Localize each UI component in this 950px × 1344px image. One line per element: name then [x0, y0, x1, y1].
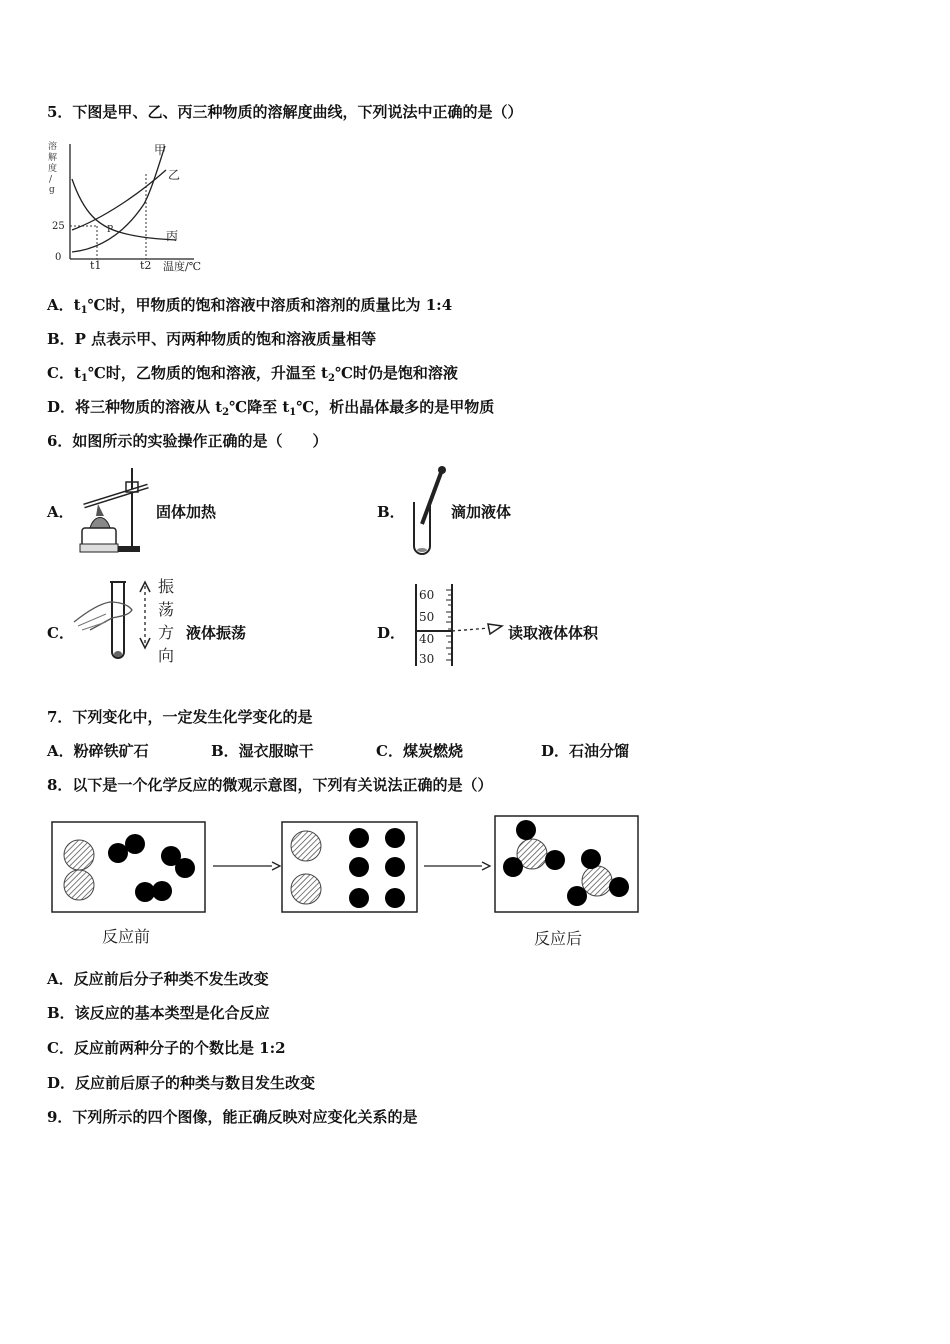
q9-stem: 9．下列所示的四个图像，能正确反映对应变化关系的是 [47, 1108, 418, 1126]
q6-b-text: 滴加液体 [451, 503, 512, 521]
shake-label-4: 向 [158, 646, 175, 665]
solubility-graph [44, 134, 219, 274]
graph-point-p: P [107, 225, 114, 235]
black-atom [125, 834, 145, 854]
black-atom [581, 849, 601, 869]
graph-ylabel-3: 度 [48, 164, 58, 174]
heating-apparatus-illustration [76, 466, 156, 556]
cylinder-tick-60: 60 [419, 588, 435, 602]
cylinder-tick-50: 50 [419, 610, 435, 624]
q6-d-letter: D． [377, 624, 406, 642]
q8-option-b: B．该反应的基本类型是化合反应 [47, 1004, 270, 1022]
black-atom [567, 886, 587, 906]
black-atom [152, 881, 172, 901]
black-atom [516, 820, 536, 840]
curve-jia [72, 146, 165, 252]
black-atom [545, 850, 565, 870]
black-atom [503, 857, 523, 877]
q8-option-c: C．反应前两种分子的个数比是 1:2 [47, 1039, 286, 1057]
graph-tick-25: 25 [52, 221, 65, 232]
black-atom [175, 858, 195, 878]
q6-d-text: 读取液体体积 [508, 624, 599, 642]
q5-option-c: C．$t_1℃$时，乙物质的饱和溶液，升温至 $t_2℃$时仍是饱和溶液 [47, 364, 458, 384]
q7-stem: 7．下列变化中，一定发生化学变化的是 [47, 708, 313, 726]
q6-b-letter: B． [377, 503, 405, 521]
black-atom [349, 857, 369, 877]
q7-option-d: D．石油分馏 [541, 742, 630, 760]
dropper-test-tube-illustration [404, 464, 450, 556]
shake-label-1: 振 [158, 577, 175, 596]
q8-option-a: A．反应前后分子种类不发生改变 [47, 970, 269, 988]
graph-ylabel-2: 解 [48, 153, 58, 163]
black-atom [349, 828, 369, 848]
q6-stem: 6．如图所示的实验操作正确的是（ ） [47, 432, 328, 450]
cylinder-tick-30: 30 [419, 652, 435, 666]
shake-label-2: 荡 [158, 600, 175, 619]
caption-before: 反应前 [102, 927, 151, 946]
black-atom [609, 877, 629, 897]
black-atom [349, 888, 369, 908]
caption-after: 反应后 [534, 929, 583, 948]
graph-xlabel: 温度/℃ [163, 260, 202, 273]
q7-option-a: A．粉碎铁矿石 [47, 742, 149, 760]
hatched-atom [291, 831, 321, 861]
q6-a-letter: A． [47, 503, 74, 521]
graph-ylabel-4: / [49, 175, 53, 185]
q6-c-text: 液体振荡 [186, 624, 247, 642]
graduated-cylinder-illustration [410, 582, 510, 668]
q5-option-d: D．将三种物质的溶液从 $t_2℃$降至 $t_1℃$，析出晶体最多的是甲物质 [47, 398, 495, 418]
black-atom [108, 843, 128, 863]
graph-ylabel-1: 溶 [48, 142, 58, 152]
q6-c-letter: C． [47, 624, 74, 642]
q5-stem: 5．下图是甲、乙、丙三种物质的溶解度曲线，下列说法中正确的是（） [47, 103, 523, 121]
graph-ylabel-5: g [49, 185, 55, 195]
graph-label-bing: 丙 [166, 229, 179, 243]
curve-bing [72, 179, 176, 240]
q8-stem: 8．以下是一个化学反应的微观示意图，下列有关说法正确的是（） [47, 776, 493, 794]
graph-tick-t1: t1 [90, 259, 102, 272]
hatched-atom [64, 840, 94, 870]
q5-option-a: A．$t_1℃$时，甲物质的饱和溶液中溶质和溶剂的质量比为 1:4 [47, 296, 453, 316]
hatched-atom [582, 866, 612, 896]
graph-label-jia: 甲 [154, 143, 167, 157]
graph-origin: 0 [55, 252, 62, 263]
q5-option-b: B．P 点表示甲、丙两种物质的饱和溶液质量相等 [47, 330, 377, 348]
q8-option-d: D．反应前后原子的种类与数目发生改变 [47, 1074, 316, 1092]
reaction-micro-diagram [46, 810, 646, 920]
cylinder-tick-40: 40 [419, 632, 435, 646]
black-atom [385, 828, 405, 848]
black-atom [135, 882, 155, 902]
shaking-test-tube-illustration [70, 574, 185, 666]
q7-option-c: C．煤炭燃烧 [376, 742, 463, 760]
black-atom [385, 888, 405, 908]
q7-option-b: B．湿衣服晾干 [211, 742, 314, 760]
hatched-atom [291, 874, 321, 904]
curve-yi [72, 170, 166, 230]
black-atom [385, 857, 405, 877]
graph-label-yi: 乙 [168, 168, 181, 182]
q6-a-text: 固体加热 [156, 503, 217, 521]
shake-label-3: 方 [158, 623, 175, 642]
graph-tick-t2: t2 [140, 259, 152, 272]
hatched-atom [64, 870, 94, 900]
